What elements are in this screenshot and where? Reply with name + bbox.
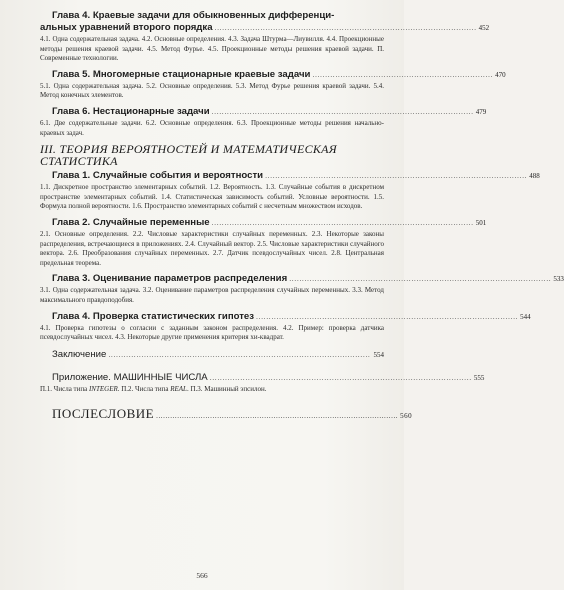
toc-entry-ch5 (40, 68, 506, 101)
page-footer-number: 566 (196, 571, 208, 580)
chapter-sections: 4.1. Одна содержательная задача. 4.2. Основные определения. 4.3. Задача Штурма—Лиувилля. 4.4. Проекционные методы решения краевой задачи. 4.5. Метод Фурье. 4.5. Проекционные методы решения краевой задачи. П. Современные технологии. (40, 35, 384, 63)
leader-dots: ....................................................................................................... (156, 412, 399, 421)
leader-dots: ....................................................................................................... (108, 351, 371, 359)
chapter-title (40, 349, 384, 362)
chapter-title-text: Глава 6. Нестационарные задачи (52, 105, 210, 117)
chapter-title-text: ПОСЛЕСЛОВИЕ (52, 406, 155, 422)
leader-dots: ....................................................................................................... (265, 173, 528, 181)
chapter-title (40, 170, 540, 183)
chapter-sections: 6.1. Две содержательные задачи. 6.2. Основные определения. 6.3. Проекционные методы решения начально-краевых задач. (40, 118, 384, 137)
appendix-desc-a: П.1. Числа типа (40, 384, 89, 393)
chapter-title (40, 22, 490, 35)
table-of-contents (40, 10, 564, 422)
page-number: 555 (473, 373, 485, 382)
chapter-title (40, 68, 506, 82)
toc-entry-afterword (40, 406, 413, 422)
chapter-title-line2: альных уравнений второго порядка (40, 22, 213, 33)
appendix-desc-b: . П.2. Числа типа (117, 384, 171, 393)
page-number: 488 (529, 172, 540, 181)
chapter-sections: 4.1. Проверка гипотезы о согласии с заданным законом распределения. 4.2. Пример: проверка датчика псевдослучайных чисел. 4.3. Некоторые другие применения критерия хи-квадрат. (40, 323, 384, 342)
chapter-title-text: Приложение. МАШИННЫЕ ЧИСЛА (52, 371, 208, 383)
leader-dots: ....................................................................................................... (211, 108, 474, 116)
chapter-title-text: Глава 3. Оценивание параметров распределения (52, 273, 288, 285)
toc-entry-appendix (40, 371, 485, 395)
chapter-sections: 1.1. Дискретное пространство элементарных событий. 1.2. Вероятность. 1.3. Случайные события в дискретном пространстве элементарных событий. 1.4. Статистическая зависимость событий. Условные вероятности. 1.5. Формула полной вероятности. 1.6. Пространство элементарных событий с несчетным множеством исходов. (40, 183, 384, 211)
leader-dots: ....................................................................................................... (211, 219, 474, 227)
leader-dots: ....................................................................... (312, 71, 494, 79)
chapter-title-text: Глава 2. Случайные переменные (52, 216, 210, 228)
chapter-sections: 3.1. Одна содержательная задача. 3.2. Оценивание параметров распределения случайных переменных. 3.3. Метод максимального правдоподобия. (40, 286, 384, 304)
chapter-sections: 2.1. Основные определения. 2.2. Числовые характеристики случайных переменных. 2.3. Некоторые законы распределения, встречающиеся в приложениях. 2.4. Случайный вектор. 2.5. Числовые характеристики случайного вектора. 2.6. Преобразования случайных переменных. 2.7. Датчик псевдослучайных чисел. 2.8. Центральная предельная теорема. (40, 229, 384, 267)
chapter-title-text: Глава 4. Проверка статистических гипотез (52, 310, 255, 322)
page-number: 554 (373, 350, 384, 359)
toc-entry-prob-ch4 (40, 310, 531, 343)
page-number: 501 (475, 218, 487, 227)
chapter-title (40, 105, 487, 119)
chapter-sections (40, 385, 384, 395)
toc-entry-prob-ch3 (40, 273, 564, 305)
chapter-title (40, 273, 564, 286)
page-number: 533 (553, 275, 564, 284)
part-heading-line2: СТАТИСТИКА (40, 154, 118, 169)
page-number: 544 (520, 312, 531, 321)
chapter-title-text: Заключение (52, 348, 107, 360)
type-real: REAL (170, 384, 187, 393)
leader-dots: ....................................................................................................... (256, 313, 519, 321)
page-number: 470 (495, 70, 506, 79)
part-heading-line1: III. ТЕОРИЯ ВЕРОЯТНОСТЕЙ И МАТЕМАТИЧЕСКАЯ (40, 142, 337, 157)
toc-entry-conclusion (40, 349, 384, 362)
leader-dots: ....................................................................................................... (214, 25, 477, 32)
leader-dots: ....................................................................................................... (289, 276, 552, 284)
toc-entry-ch4-boundary (40, 10, 490, 64)
chapter-title (40, 406, 413, 422)
chapter-sections: 5.1. Одна содержательная задача. 5.2. Основные определения. 5.3. Метод Фурье решения краевой задачи. 5.4. Метод конечных элементов. (40, 81, 384, 100)
toc-entry-prob-ch1 (40, 170, 540, 212)
toc-entry-ch6 (40, 105, 487, 138)
chapter-title (40, 310, 531, 324)
chapter-title-line1: Глава 4. Краевые задачи для обыкновенных дифференци- (52, 10, 335, 21)
leader-dots: ....................................................................................................... (209, 374, 472, 382)
type-integer: INTEGER (88, 384, 118, 393)
page-number: 479 (475, 107, 487, 116)
appendix-desc-c: . П.3. Машинный эпсилон. (186, 384, 267, 393)
page-number: 560 (400, 412, 413, 421)
part-heading (40, 143, 384, 167)
chapter-title (40, 371, 485, 385)
toc-entry-prob-ch2 (40, 216, 487, 268)
chapter-title (40, 216, 487, 230)
page-number: 452 (478, 24, 490, 32)
chapter-title-text: Глава 5. Многомерные стационарные краевые задачи (52, 68, 311, 80)
chapter-title-text: Глава 1. Случайные события и вероятности (52, 170, 264, 182)
